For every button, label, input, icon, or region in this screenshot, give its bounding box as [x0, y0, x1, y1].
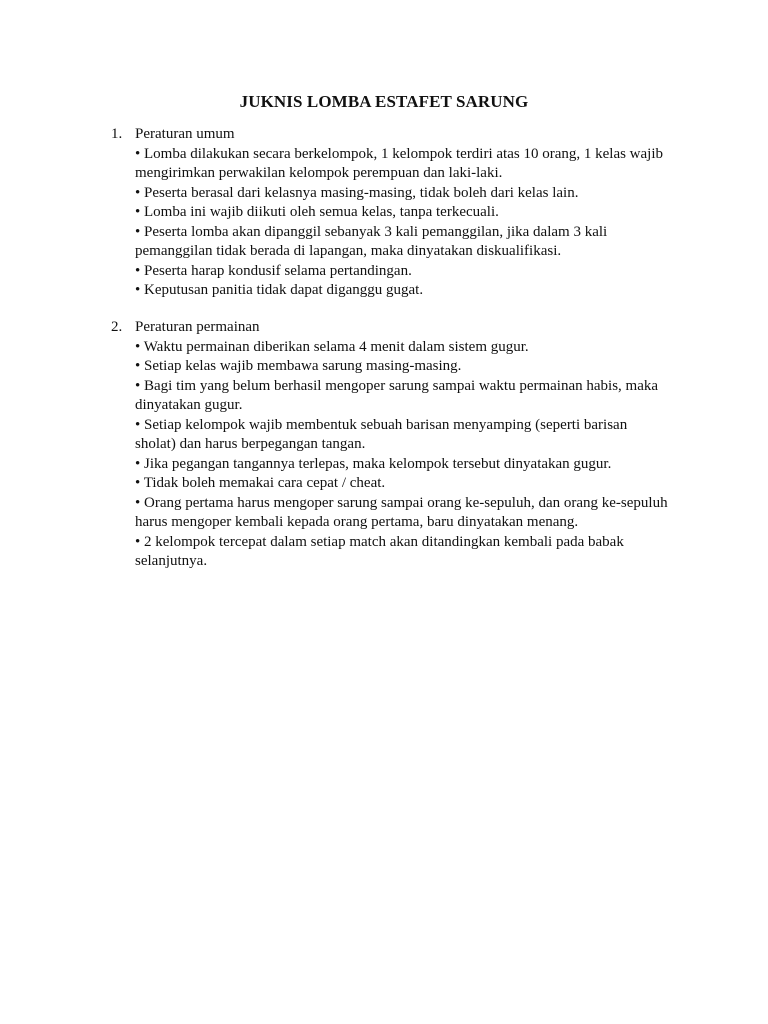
rule-list	[111, 145, 671, 301]
section-number: 2.	[111, 319, 123, 335]
rule-item: • Lomba ini wajib diikuti oleh semua kelas, tanpa terkecuali.	[135, 204, 499, 220]
rule-item: • Waktu permainan diberikan selama 4 menit dalam sistem gugur.	[135, 338, 529, 355]
rule-item: • Orang pertama harus mengoper sarung sampai orang ke-sepuluh, dan orang ke-sepuluh harus mengoper kembali kepada orang pertama, baru dinyatakan menang.	[135, 494, 668, 530]
rule-item: • Tidak boleh memakai cara cepat / cheat.	[135, 475, 386, 491]
section-title: Peraturan umum	[135, 126, 235, 142]
rule-item: • Setiap kelas wajib membawa sarung masing-masing.	[135, 358, 462, 374]
rule-item: • Lomba dilakukan secara berkelompok, 1 kelompok terdiri atas 10 orang, 1 kelas wajib mengirimkan perwakilan kelompok perempuan dan laki-laki.	[135, 145, 664, 181]
section-general-rules	[111, 125, 671, 301]
rule-item: • Jika pegangan tangannya terlepas, maka kelompok tersebut dinyatakan gugur.	[135, 455, 612, 472]
rule-item: • Keputusan panitia tidak dapat diganggu gugat.	[135, 282, 424, 298]
section-heading	[111, 318, 671, 338]
rule-item: • Peserta berasal dari kelasnya masing-masing, tidak boleh dari kelas lain.	[135, 184, 579, 201]
section-game-rules	[111, 318, 671, 572]
section-heading	[111, 125, 671, 145]
rule-item: • Peserta harap kondusif selama pertandingan.	[135, 262, 412, 279]
rule-list	[111, 338, 671, 572]
rule-item: • Peserta lomba akan dipanggil sebanyak 3 kali pemanggilan, jika dalam 3 kali pemanggilan tidak berada di lapangan, maka dinyatakan diskualifikasi.	[135, 223, 608, 259]
rule-item: • Setiap kelompok wajib membentuk sebuah barisan menyamping (seperti barisan sholat) dan harus berpegangan tangan.	[135, 416, 628, 452]
document-title: JUKNIS LOMBA ESTAFET SARUNG	[239, 92, 529, 111]
rule-item: • Bagi tim yang belum berhasil mengoper sarung sampai waktu permainan habis, maka dinyatakan gugur.	[135, 377, 659, 413]
section-title: Peraturan permainan	[135, 319, 260, 335]
rule-item: • 2 kelompok tercepat dalam setiap match akan ditandingkan kembali pada babak selanjutnya.	[135, 533, 624, 569]
section-number: 1.	[111, 126, 123, 142]
